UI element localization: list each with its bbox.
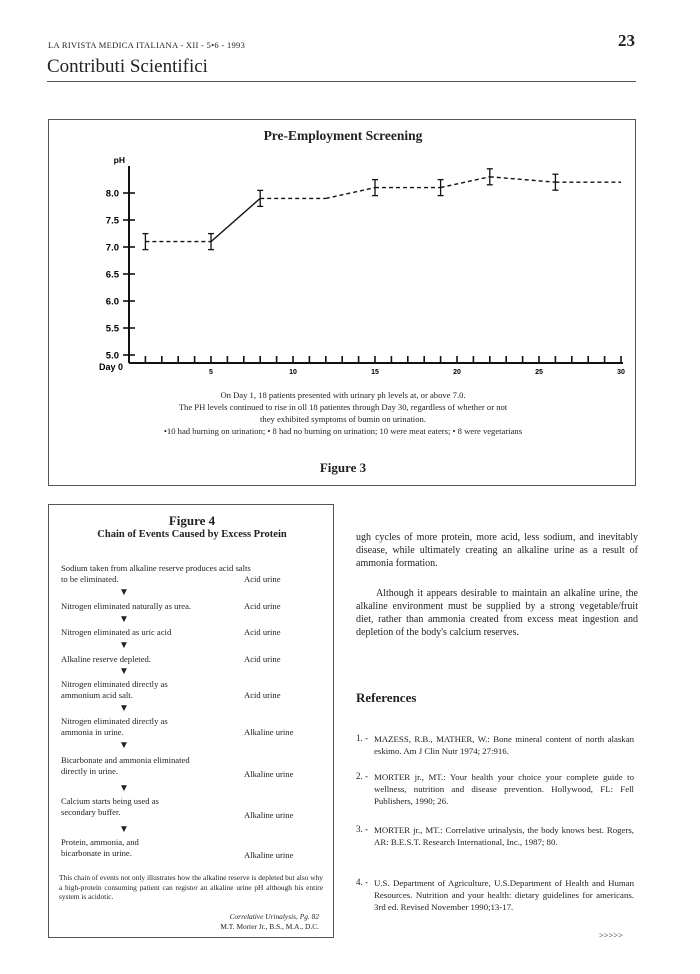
x-tick-label: 10 — [289, 369, 297, 376]
down-arrow-icon: ▼ — [119, 783, 129, 794]
figure-citation-author: M.T. Morter Jr., B.S., M.A., D.C. — [220, 922, 319, 931]
reference-number: 1. - — [356, 733, 368, 743]
figure-citation-title: Correlative Urinalysis, Pg. 82 — [229, 912, 319, 921]
chain-result: Alkaline urine — [244, 810, 294, 820]
continued-marker: >>>>> — [599, 930, 623, 940]
caption-line: they exhibited symptoms of bumin on urination. — [260, 414, 426, 424]
y-tick-label: 5.0 — [105, 350, 119, 362]
y-tick-label: 5.5 — [105, 323, 119, 335]
reference-number: 3. - — [356, 824, 368, 834]
chain-result: Acid urine — [244, 627, 281, 637]
reference-item: MAZESS, R.B., MATHER, W.: Bone mineral content of north alaskan eskimo. Am J Clin Nutr 1974; 27:916. — [374, 734, 634, 756]
y-tick-label: 7.0 — [105, 242, 119, 254]
reference-number: 4. - — [356, 877, 368, 887]
x-tick-label: 15 — [371, 369, 379, 376]
down-arrow-icon: ▼ — [119, 587, 129, 598]
x-origin-label: Day 0 — [98, 362, 123, 372]
reference-item: MORTER jr., MT.: Your health your choice your complete guide to wellness, nutrition and disease prevention. Hollywood, FL: Fell Publishers, 1990; 26. — [374, 772, 634, 806]
chain-step: Nitrogen eliminated as uric acid — [61, 627, 172, 637]
caption-line: •10 had burning on urination; • 8 had no burning on urination; 10 were meat eaters; • 8 were vegetarians — [163, 426, 523, 436]
body-paragraph: Although it appears desirable to maintain an alkaline urine, the alkaline environment must be supplied by a strong vegetable/fruit diet, rather than ammonia created from excess meat ingestion and depletion of the body's calcium reserves. — [356, 588, 638, 638]
down-arrow-icon: ▼ — [119, 740, 129, 751]
reference-item: MORTER jr., MT.: Correlative urinalysis, the body knows best. Rogers, AR: B.E.S.T. Research International, Inc., 1987; 80. — [374, 825, 634, 847]
series-segment — [326, 188, 375, 199]
x-tick-label: 20 — [453, 369, 461, 376]
header-rule — [47, 81, 636, 82]
reference-number: 2. - — [356, 771, 368, 781]
section-title: Contributi Scientifici — [47, 56, 208, 77]
y-tick-label: 6.5 — [105, 269, 119, 281]
y-axis-label: pH — [113, 155, 125, 165]
down-arrow-icon: ▼ — [119, 640, 129, 651]
chain-result: Alkaline urine — [244, 850, 294, 860]
down-arrow-icon: ▼ — [119, 703, 129, 714]
chain-result: Acid urine — [244, 654, 281, 664]
body-paragraph: ugh cycles of more protein, more acid, less sodium, and inevitably disease, while ultimately creating an alkaline urine as a result of ammonia formation. — [356, 532, 638, 569]
chain-result: Acid urine — [244, 690, 281, 700]
page-number: 23 — [618, 31, 635, 50]
chain-step: Protein, ammonia, and bicarbonate in urine. — [61, 837, 139, 858]
figure-note: This chain of events not only illustrates how the alkaline reserve is depleted but also why a high-protein consuming patient can register an alkaline urine pH although his entire system is acidotic. — [59, 873, 323, 901]
series-segment — [211, 198, 260, 241]
chain-step: Alkaline reserve depleted. — [61, 654, 151, 664]
reference-item: U.S. Department of Agriculture, U.S.Department of Health and Human Resources. Nutrition and your health: dietary guidelines for americans. 3rd ed. Revised November 1990;13-17. — [374, 878, 634, 912]
x-tick-label: 30 — [617, 369, 625, 376]
chain-step: Sodium taken from alkaline reserve produces acid salts to be eliminated. — [61, 563, 251, 584]
series-segment — [490, 177, 556, 182]
chart-title: Pre-Employment Screening — [263, 128, 423, 143]
chain-result: Alkaline urine — [244, 727, 294, 737]
figure-label: Figure 3 — [319, 460, 367, 475]
figure-title: Chain of Events Caused by Excess Protein — [97, 529, 287, 540]
chain-result: Alkaline urine — [244, 769, 294, 779]
figure-4 — [48, 504, 334, 938]
figure-3 — [48, 119, 636, 486]
y-tick-label: 7.5 — [105, 215, 119, 227]
references-heading: References — [356, 690, 417, 705]
chain-step: Nitrogen eliminated directly as ammonium acid salt. — [61, 679, 168, 700]
figure-label: Figure 4 — [168, 513, 216, 528]
caption-line: The PH levels continued to rise in oll 18 patientes through Day 30, regardless of whether or not — [178, 402, 508, 412]
chain-step: Nitrogen eliminated directly as ammonia in urine. — [61, 716, 168, 737]
chain-step: Nitrogen eliminated naturally as urea. — [61, 601, 192, 611]
y-tick-label: 8.0 — [105, 188, 119, 200]
chain-result: Acid urine — [244, 601, 281, 611]
chain-step: Calcium starts being used as secondary buffer. — [61, 796, 159, 817]
series-segment — [441, 177, 490, 188]
down-arrow-icon: ▼ — [119, 666, 129, 677]
x-tick-label: 5 — [209, 369, 213, 376]
down-arrow-icon: ▼ — [119, 614, 129, 625]
chain-step: Bicarbonate and ammonia eliminated directly in urine. — [61, 755, 190, 776]
y-tick-label: 6.0 — [105, 296, 119, 308]
x-tick-label: 25 — [535, 369, 543, 376]
caption-line: On Day 1, 18 patients presented with urinary ph levels at, or above 7.0. — [220, 390, 466, 400]
running-head: LA RIVISTA MEDICA ITALIANA - XII - 5•6 - 1993 — [48, 40, 246, 50]
chain-result: Acid urine — [244, 574, 281, 584]
down-arrow-icon: ▼ — [119, 824, 129, 835]
